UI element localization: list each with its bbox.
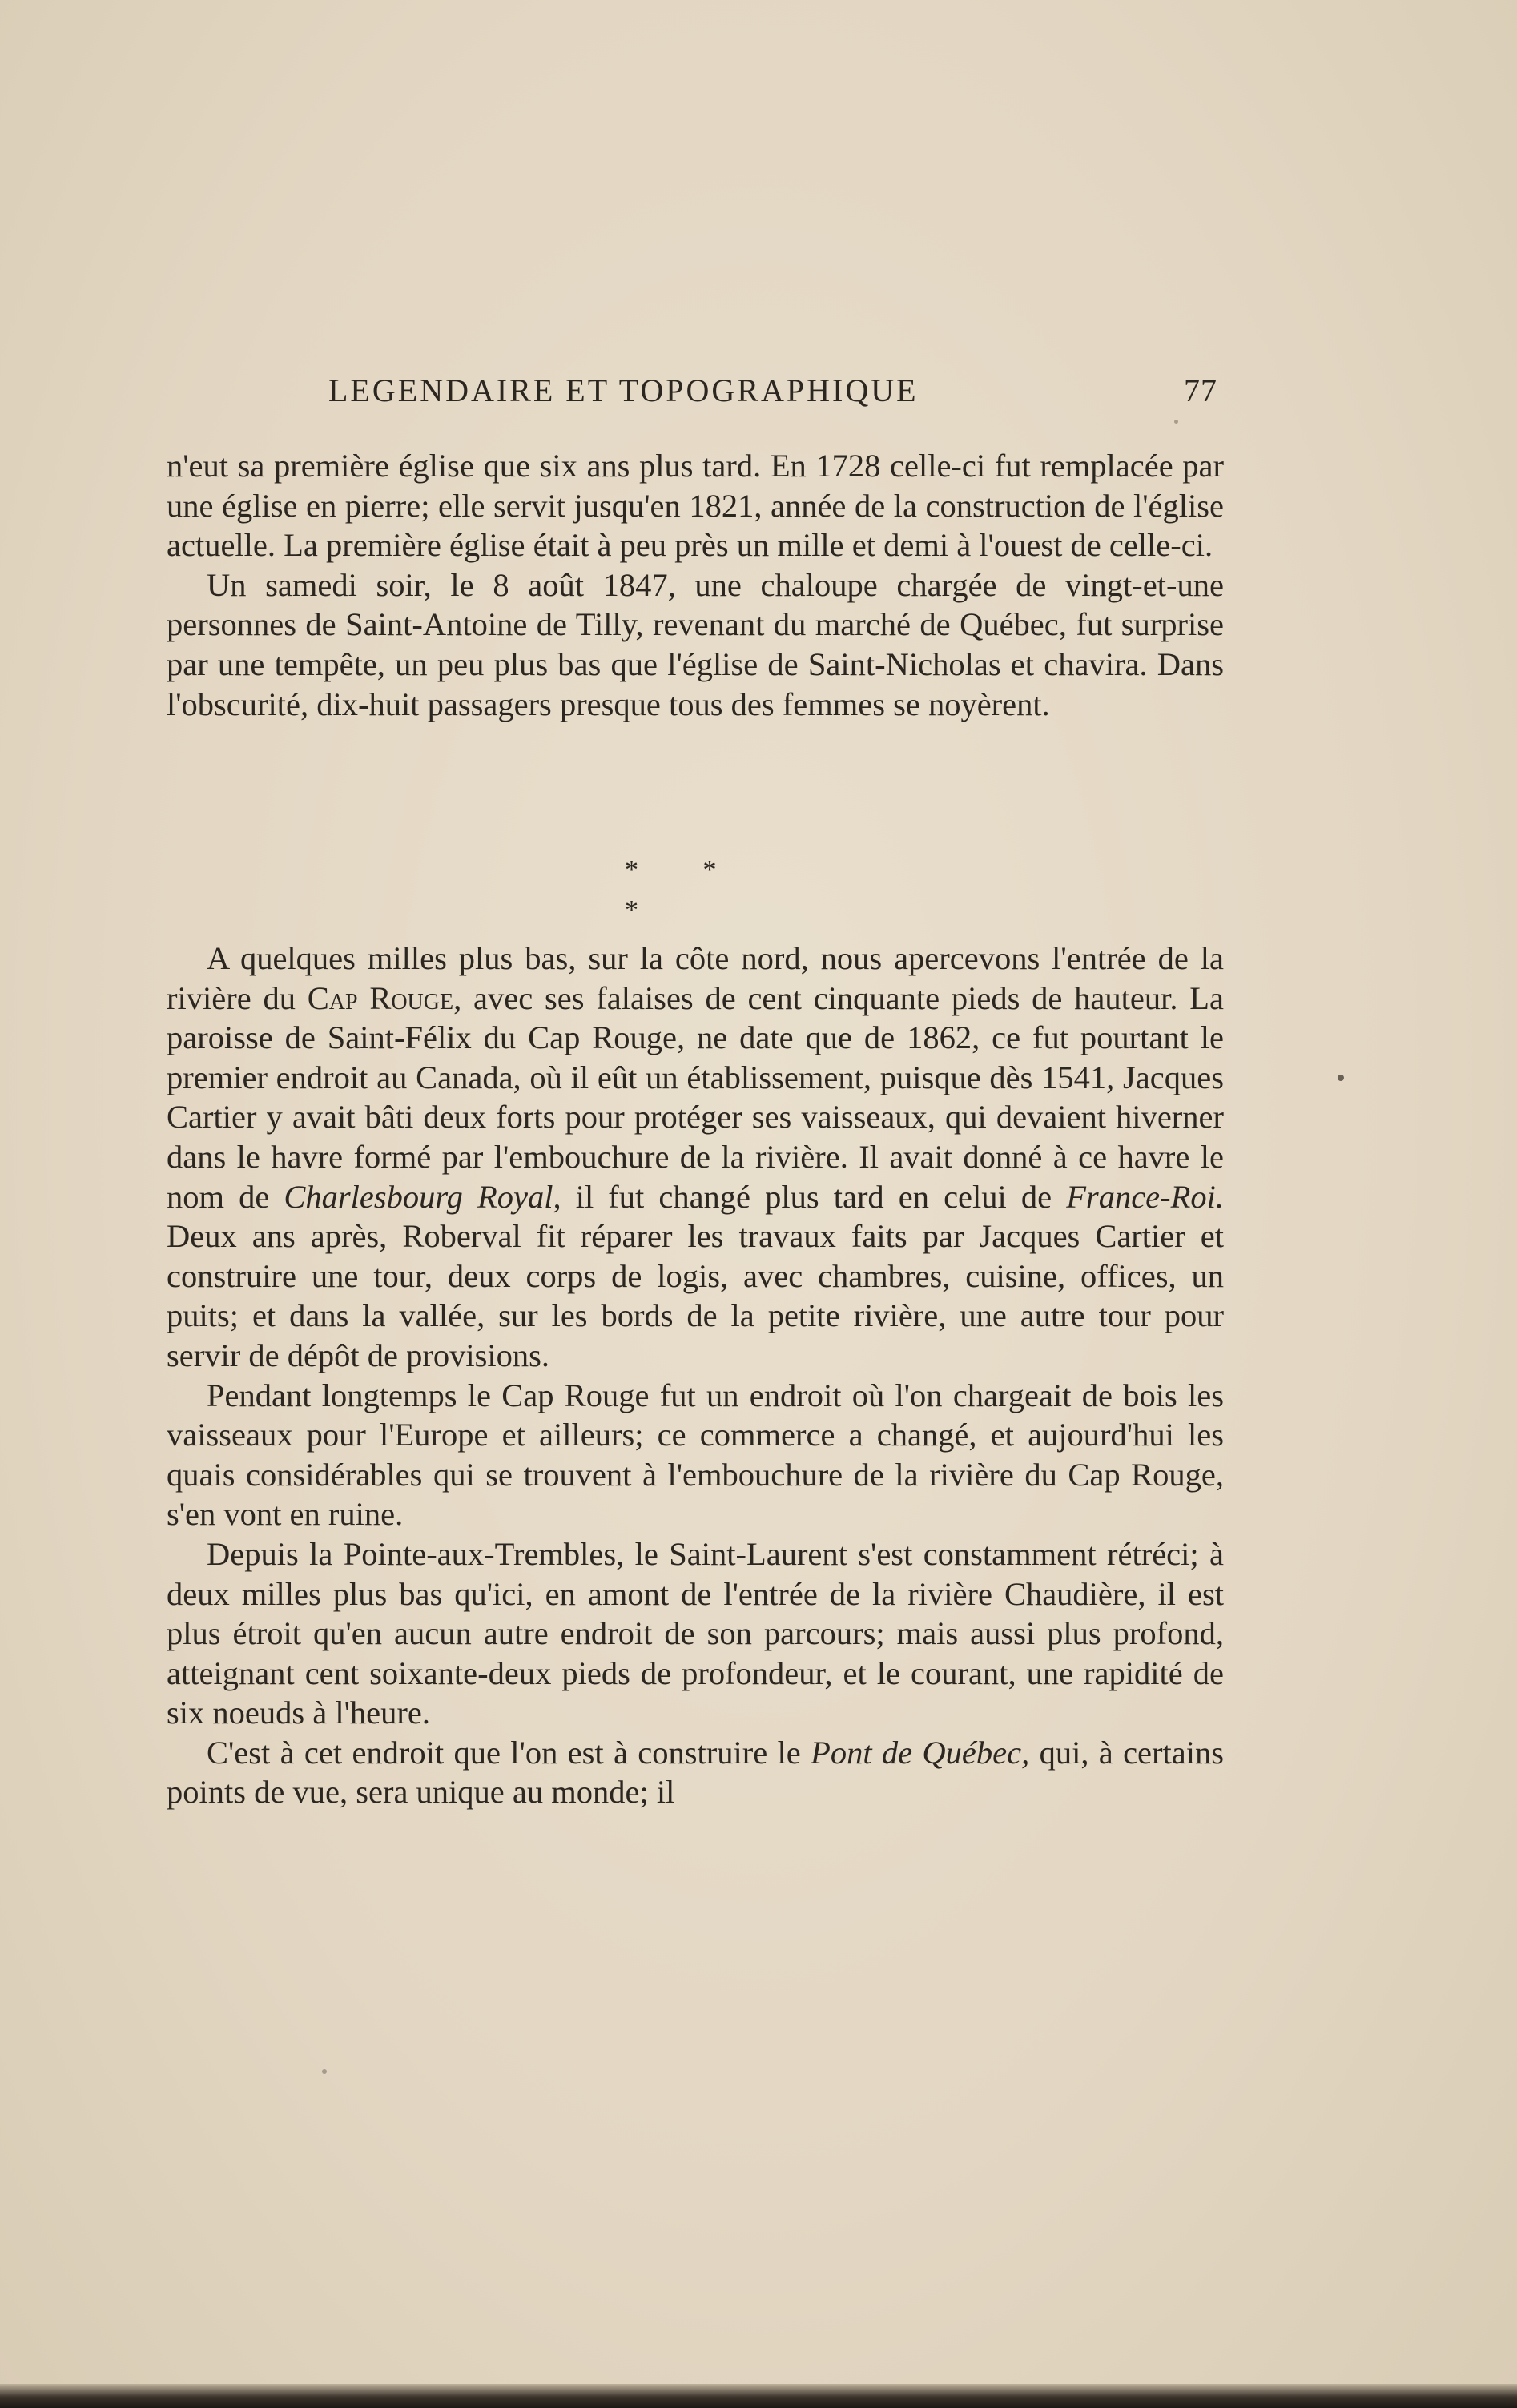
section-separator: * * * <box>625 855 746 925</box>
ink-speck <box>1174 420 1178 424</box>
paragraph-river-narrowing: Depuis la Pointe-aux-Trembles, le Saint-Laurent s'est constamment rétréci; à deux milles plus bas qu'ici, en amont de l'entrée de la rivière Chaudière, il est plus étroit qu'en aucun autre endroit de son parcours; mais aussi plus profond, atteignant cent soixante-deux pieds de profondeur, et le courant, une rapidité de six noeuds à l'heure. <box>167 1535 1224 1731</box>
text-run: C'est à cet endroit que l'on est à construire le <box>207 1734 811 1771</box>
ink-speck <box>1338 1075 1344 1081</box>
running-title: LEGENDAIRE ET TOPOGRAPHIQUE <box>328 372 919 408</box>
paragraph-cap-rouge-history <box>167 939 1224 1376</box>
place-name-charlesbourg-royal: Charlesbourg Royal, <box>284 1178 561 1215</box>
paragraph-shipwreck-1847: Un samedi soir, le 8 août 1847, une chaloupe chargée de vingt-et-une personnes de Saint-Antoine de Tilly, revenant du marché de Québec, fut surprise par une tempête, un peu plus bas que l'église de Saint-Nicholas et chavira. Dans l'obscurité, dix-huit passagers presque tous des femmes se noyèrent. <box>167 566 1224 722</box>
ink-speck <box>322 2069 327 2074</box>
running-head <box>328 367 1217 415</box>
bridge-name-pont-de-quebec: Pont de Québec, <box>811 1734 1030 1771</box>
text-run: qui, à certains points de vue, sera unique au monde; il <box>167 1734 1224 1811</box>
place-name-cap-rouge: Cap Rouge <box>307 979 454 1016</box>
text-run: A quelques milles plus bas, sur la côte nord, nous apercevons l'entrée de la rivière du <box>167 940 1224 1016</box>
text-block-cap-rouge <box>167 939 1224 1812</box>
paragraph-quebec-bridge <box>167 1733 1224 1812</box>
text-run: il fut changé plus tard en celui de <box>561 1178 1067 1215</box>
page-number: 77 <box>1184 372 1217 408</box>
text-run: Deux ans après, Roberval fit réparer les travaux faits par Jacques Cartier et construire une tour, deux corps de logis, avec chambres, cuisine, offices, un puits; et dans la vallée, sur les bords de la petite rivière, une autre tour pour servir de dépôt de provisions. <box>167 1218 1224 1373</box>
paragraph-church-history: n'eut sa première église que six ans plus tard. En 1728 celle-ci fut remplacée par une église en pierre; elle servit jusqu'en 1821, année de la construction de l'église actuelle. La première église était à peu près un mille et demi à l'ouest de celle-ci. <box>167 448 1224 564</box>
place-name-france-roi: France-Roi. <box>1066 1178 1224 1215</box>
page-bottom-edge <box>0 2384 1517 2408</box>
paragraph-timber-trade: Pendant longtemps le Cap Rouge fut un endroit où l'on chargeait de bois les vaisseaux pour l'Europe et ailleurs; ce commerce a changé, et aujourd'hui les quais considérables qui se trouvent à l'embouchure de la rivière du Cap Rouge, s'en vont en ruine. <box>167 1377 1224 1533</box>
text-block-top <box>167 446 1224 724</box>
text-run: , avec ses falaises de cent cinquante pieds de hauteur. La paroisse de Saint-Félix du Cap Rouge, ne date que de 1862, ce fut pourtant le premier endroit au Canada, où il eût un établissement, puisque dès 1541, Jacques Cartier y avait bâti deux forts pour protéger ses vaisseaux, qui devaient hiverner dans le havre formé par l'embouchure de la rivière. Il avait donné à ce havre le nom de <box>167 979 1224 1215</box>
